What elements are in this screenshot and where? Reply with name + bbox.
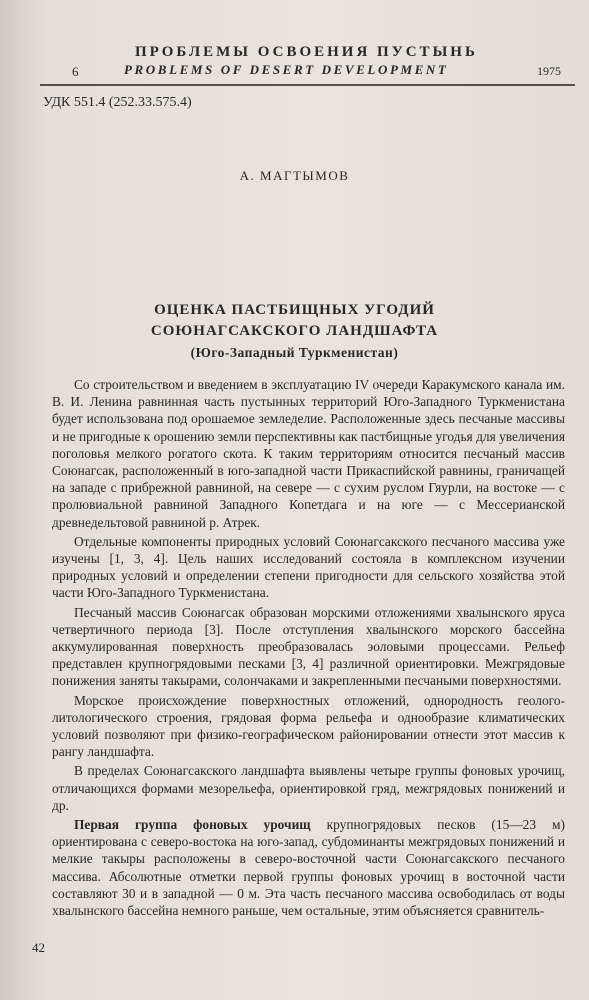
issue-number: 6 <box>72 64 79 79</box>
paragraph: Со строительством и введением в эксплуатацию IV очереди Каракумского канала им. В. И. Ленина равнинная часть пустынных территорий Юго-Западного Туркменистана будет использована под орошаемое земледелие. Расположенные здесь песчаные массивы и не пригодные к орошению земли перспективны как пастбищные угодья для увеличения поголовья мелкого рогатого скота. К таким территориям относится песчаный массив Союнагсак, расположенный в юго-западной части Прикаспийской равнины, граничащей на западе с прибрежной равниной, на севере — с сухим руслом Гяурли, на востоке — с пролювиальной равниной Западного Копетдага и на юге — с Мессерианской древнедельтовой равниной р. Атрек. <box>52 377 565 530</box>
udk-code: УДК 551.4 (252.33.575.4) <box>43 95 192 110</box>
paragraph-text: крупногрядовых песков (15—23 м) ориентирована с северо-востока на юго-запад, субдоминанты межгрядовых понижений и мелкие такыры расположены в северо-восточной части Союнагсакского песчаного массива. Абсолютные отметки первой группы фоновых урочищ в восточной части составляют 30 и в западной — 0 м. Эта часть песчаного массива освободилась от воды хвалынского бассейна немного раньше, чем остальные, этим объясняется сравнитель- <box>52 817 565 919</box>
paragraph-lead: Первая группа фоновых урочищ <box>74 817 311 833</box>
journal-title-en: PROBLEMS OF DESERT DEVELOPMENT <box>124 62 449 77</box>
issue-year: 1975 <box>537 64 561 78</box>
article-body <box>52 376 565 921</box>
paragraph-first-group <box>52 816 565 919</box>
title-line-2: СОЮНАГСАКСКОГО ЛАНДШАФТА <box>150 323 439 339</box>
article-subtitle: (Юго-Западный Туркменистан) <box>190 345 399 360</box>
journal-title-ru: ПРОБЛЕМЫ ОСВОЕНИЯ ПУСТЫНЬ <box>135 44 478 60</box>
paragraph: Морское происхождение поверхностных отложений, однородность геолого-литологического строения, грядовая форма рельефа и однообразие климатических условий позволяют при физико-географическом районировании отнести этот массив к рангу ландшафта. <box>52 692 565 760</box>
paragraph: Отдельные компоненты природных условий Союнагсакского песчаного массива уже изучены [1, 3, 4]. Цель наших исследований состояла в комплексном изучении природных условий и определении степени пригодности для сельского хозяйства этой части Юго-Западного Туркменистана. <box>52 533 565 601</box>
author-name: А. МАГТЫМОВ <box>239 168 350 183</box>
paragraph: В пределах Союнагсакского ландшафта выявлены четыре группы фоновых урочищ, отличающихся формами мезорельефа, ориентировкой гряд, межгрядовых понижений и др. <box>52 763 565 813</box>
page-number: 42 <box>32 940 45 955</box>
running-header <box>40 40 575 86</box>
paragraph: Песчаный массив Союнагсак образован морскими отложениями хвалынского яруса четвертичного периода [3]. После отступления хвалынского морского бассейна аккумулированная поверхность преобразовалась эоловыми процессами. Рельеф представлен крупногрядовыми песками [3, 4] различной ориентировки. Межгрядовые понижения заняты такырами, солончаками и закрепленными песчаными поверхностями. <box>52 604 565 689</box>
title-line-1: ОЦЕНКА ПАСТБИЩНЫХ УГОДИЙ <box>154 302 435 318</box>
article-title <box>0 300 589 342</box>
